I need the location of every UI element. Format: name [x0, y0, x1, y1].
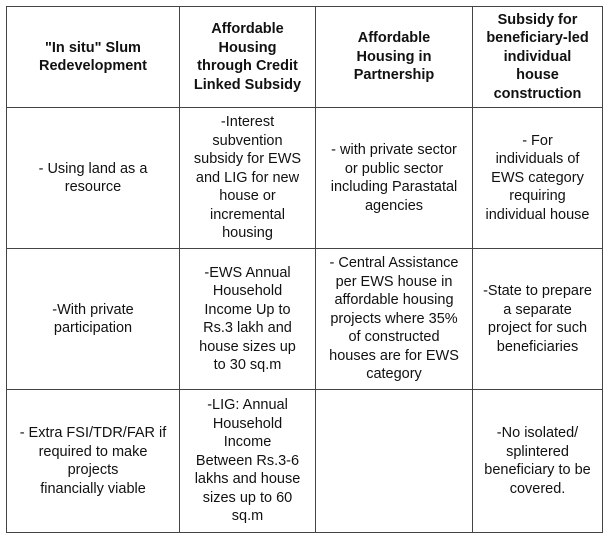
table-cell: - Central Assistance per EWS house in affordable housing projects where 35% of constructed houses are for EWS category	[316, 249, 473, 390]
housing-schemes-table	[6, 6, 603, 533]
table-cell: -Interest subvention subsidy for EWS and LIG for new house or incremental housing	[180, 108, 316, 249]
table-cell: - For individuals of EWS category requiring individual house	[473, 108, 603, 249]
table-row	[7, 390, 603, 533]
table-row	[7, 108, 603, 249]
table-cell: -EWS Annual Household Income Up to Rs.3 lakh and house sizes up to 30 sq.m	[180, 249, 316, 390]
header-credit-linked-subsidy: Affordable Housing through Credit Linked Subsidy	[180, 7, 316, 108]
header-affordable-housing-partnership: Affordable Housing in Partnership	[316, 7, 473, 108]
table-cell: - Using land as a resource	[7, 108, 180, 249]
table-cell: - Extra FSI/TDR/FAR if required to make projects financially viable	[7, 390, 180, 533]
header-row	[7, 7, 603, 108]
table-row	[7, 249, 603, 390]
header-beneficiary-led-construction: Subsidy for beneficiary-led individual house construction	[473, 7, 603, 108]
table-cell: - with private sector or public sector including Parastatal agencies	[316, 108, 473, 249]
table-cell: -No isolated/ splintered beneficiary to be covered.	[473, 390, 603, 533]
table-cell: -With private participation	[7, 249, 180, 390]
table-cell-empty	[316, 390, 473, 533]
table-cell: -LIG: Annual Household Income Between Rs.3-6 lakhs and house sizes up to 60 sq.m	[180, 390, 316, 533]
table-cell: -State to prepare a separate project for such beneficiaries	[473, 249, 603, 390]
header-in-situ-slum-redevelopment: "In situ" Slum Redevelopment	[7, 7, 180, 108]
